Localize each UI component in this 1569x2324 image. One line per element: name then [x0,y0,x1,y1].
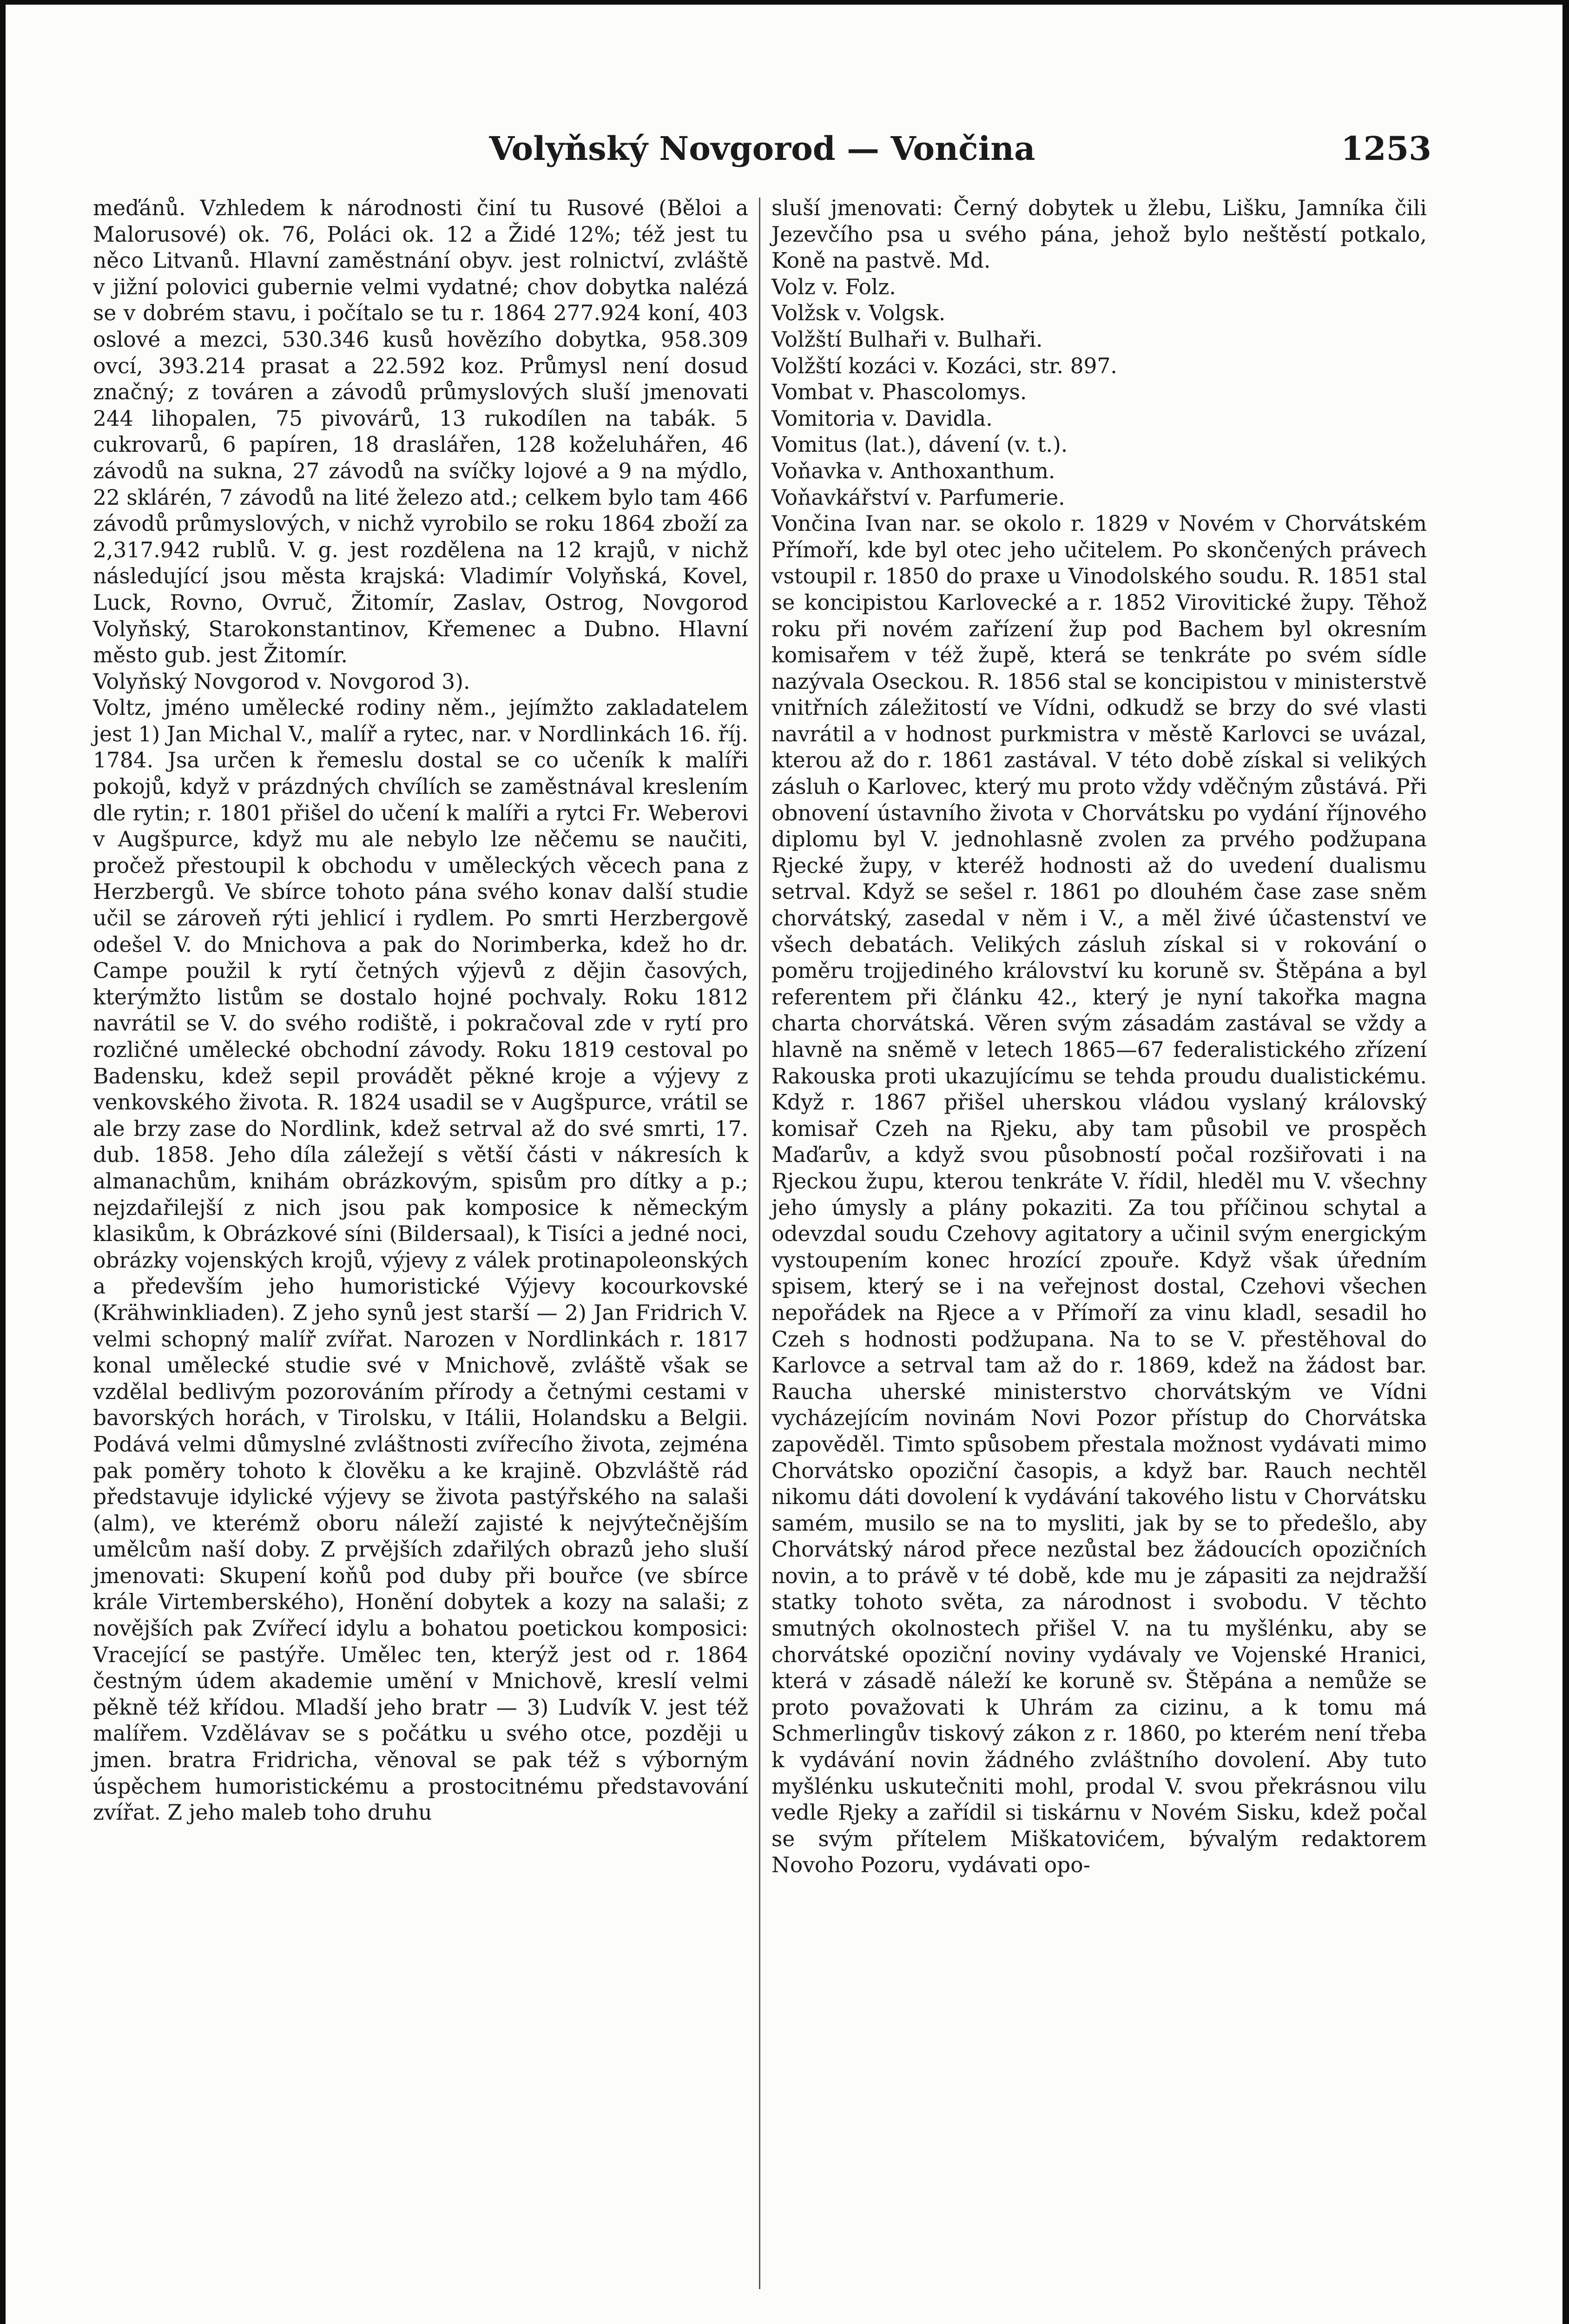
right-column [771,195,1427,1879]
entry-volzsti-kozaci: Volžští kozáci v. Kozáci, str. 897. [771,353,1117,378]
column-divider [759,198,760,2289]
entry-vomitus: Vomitus (lat.), dávení (v. t.). [771,432,1068,457]
scan-border-top [0,0,1569,5]
entry-volzsk: Volžsk v. Volgsk. [771,301,946,326]
entry-volynsky-novgorod: Volyňský Novgorod v. Novgorod 3). [93,669,470,694]
entry-vonavka: Voňavka v. Anthoxanthum. [771,458,1055,483]
page-number: 1253 [1341,129,1431,168]
scan-border-right [1562,0,1569,2324]
entry-voncina: Vončina Ivan nar. se okolo r. 1829 v Novém v Chorvátském Přímoří, kde byl otec jeho učitelem. Po skončených právech vstoupil r. 1850 do praxe u Vinodolského soudu. R. 1851 stal se koncipistou Karlovecké a r. 1852 Virovitické župy. Těhož roku při novém zařízení žup pod Bachem byl okresním komisařem v též župě, která se tenkráte po svém sídle nazývala Oseckou. R. 1856 stal se koncipistou v ministerstvě vnitřních záležitostí ve Vídni, odkudž se brzy do své vlasti navrátil a v hodnost purkmistra v městě Karlovci se uvázal, kterou až do r. 1861 zastával. V této době získal si velikých zásluh o Karlovec, který mu proto vždy vděčným zůstává. Při obnovení ústavního života v Chorvátsku po vydání říjnového diplomu byl V. jednohlasně zvolen za prvého podžupana Rjecké župy, v kteréž hodnosti až do uvedení dualismu setrval. Když se sešel r. 1861 po dlouhém čase zase sněm chorvátský, zasedal v něm i V., a měl živé účastenství ve všech debatách. Velikých zásluh získal si v rokování o poměru trojjediného království ku koruně sv. Štěpána a byl referentem při článku 42., který je nyní takořka magna charta chorvátská. Věren svým zásadám zastával se vždy a hlavně na sněmě v letech 1865—67 federalistického zřízení Rakouska proti ukazujícímu se tehda proudu dualistickému. Když r. 1867 přišel uherskou vládou vyslaný královský komisař Czeh na Rjeku, aby tam působil ve prospěch Maďarův, a když svou působností počal rozšiřovati i na Rjeckou župu, kterou tenkráte V. řídil, hleděl mu V. všechny jeho úmysly a plány pokaziti. Za tou příčinou schytal a odevzdal soudu Czehovy agitatory a učinil svým energickým vystoupením konec hrozící zpouře. Když však úředním spisem, který se i na veřejnost dostal, Czehovi všechen nepořádek na Rjece a v Přímoří za vinu kladl, sesadil ho Czeh s hodnosti podžupana. Na to se V. přestěhoval do Karlovce a setrval tam až do r. 1869, kdež na žádost bar. Raucha uherské ministerstvo chorvátským ve Vídni vycházejícím novinám Novi Pozor přístup do Chorvátska zapověděl. Timto spůsobem přestala možnost vydávati mimo Chorvátsko opoziční časopis, a když bar. Rauch nechtěl nikomu dáti dovolení k vydávání takového listu v Chorvátsku samém, musilo se na to mysliti, jak by se to předešlo, aby Chorvátský národ přece nezůstal bez žádoucích opozičních novin, a to právě v té době, kde mu je zápasiti za nejdražší statky tohoto světa, za národnost i svobodu. V těchto smutných okolnostech přišel V. na tu myšlénku, aby se chorvátské opoziční noviny vydávaly ve Vojenské Hranici, která v zásadě náleží ke koruně sv. Štěpána a nemůže se proto považovati k Uhrám za cizinu, a k tomu má Schmerlingův tiskový zákon z r. 1860, po kterém není třeba k vydávání novin žádného zvláštního dovolení. Aby tuto myšlénku uskutečniti mohl, prodal V. svou překrásnou vilu vedle Rjeky a zařídil si tiskárnu v Novém Sisku, kdež počal se svým přítelem Miškatovićem, bývalým redaktorem Novoho Pozoru, vydávati opo- [771,511,1427,1878]
scan-border-left [0,0,6,2324]
entry-vonavkarstvi: Voňavkářství v. Parfumerie. [771,485,1065,510]
paragraph-volynska-gubernie: meďánů. Vzhledem k národnosti činí tu Rusové (Běloi a Malorusové) ok. 76, Poláci ok. 12 a Židé 12%; též jest tu něco Litvanů. Hlavní zaměstnání obyv. jest rolnictví, zvláště v jižní polovici gubernie velmi vydatné; chov dobytka nalézá se v dobrém stavu, i počítalo se tu r. 1864 277.924 koní, 403 oslové a mezci, 530.346 kusů hovězího dobytka, 958.309 ovcí, 393.214 prasat a 22.592 koz. Průmysl není dosud značný; z továren a závodů průmyslových sluší jmenovati 244 lihopalen, 75 pivovárů, 13 rukodílen na tabák. 5 cukrovarů, 6 papíren, 18 draslářen, 128 koželuhářen, 46 závodů na sukna, 27 závodů na svíčky lojové a 9 na mýdlo, 22 sklárén, 7 závodů na lité železo atd.; celkem bylo tam 466 závodů průmyslových, v nichž vyrobilo se roku 1864 zboží za 2,317.942 rublů. V. g. jest rozdělena na 12 krajů, v nichž následující jsou města krajská: Vladimír Volyňská, Kovel, Luck, Rovno, Ovruč, Žitomír, Zaslav, Ostrog, Novgorod Volyňský, Starokonstantinov, Křemenec a Dubno. Hlavní město gub. jest Žitomír. [93,196,748,668]
entry-volzsti-bulhari: Volžští Bulhaři v. Bulhaři. [771,327,1043,352]
entry-vomitoria: Vomitoria v. Davidla. [771,406,993,431]
page-header [93,125,1431,177]
entry-voltz: Voltz, jméno umělecké rodiny něm., jejímžto zakladatelem jest 1) Jan Michal V., malíř a rytec, nar. v Nordlinkách 16. říj. 1784. Jsa určen k řemeslu dostal se co učeník k malíři pokojů, když v prázdných chvílích se zaměstnával kreslením dle rytin; r. 1801 přišel do učení k malíři a rytci Fr. Weberovi v Augšpurce, když mu ale nebylo lze něčemu se naučiti, pročež přestoupil k obchodu v uměleckých věcech pana z Herzbergů. Ve sbírce tohoto pána svého konav další studie učil se zároveň rýti jehlicí i rydlem. Po smrti Herzbergově odešel V. do Mnichova a pak do Norimberka, kdež ho dr. Campe použil k rytí četných výjevů z dějin časových, kterýmžto listům se dostalo hojné pochvaly. Roku 1812 navrátil se V. do svého rodiště, i pokračoval zde v rytí pro rozličné umělecké obchodní závody. Roku 1819 cestoval po Badensku, kdež sepil provádět pěkné kroje a výjevy z venkovského života. R. 1824 usadil se v Augšpurce, vrátil se ale brzy zase do Nordlink, kdež setrval až do své smrti, 17. dub. 1858. Jeho díla záležejí s větší části v nákresích k almanachům, knihám obrázkovým, spisům pro dítky a p.; nejzdařilejší z nich jsou pak komposice k německým klasikům, k Obrázkové síni (Bildersaal), k Tisíci a jedné noci, obrázky vojenských krojů, výjevy z válek protinapoleonských a především jeho humoristické Výjevy kocourkovské (Krähwinkliaden). Z jeho synů jest starší — 2) Jan Fridrich V. velmi schopný malíř zvířat. Narozen v Nordlinkách r. 1817 konal umělecké studie své v Mnichově, zvláště však se vzdělal bedlivým pozorováním přírody a četnými cestami v bavorských horách, v Tirolsku, v Itálii, Holandsku a Belgii. Podává velmi důmyslné zvláštnosti zvířecího života, zejména pak poměry tohoto k člověku a ke krajině. Obzvláště rád představuje idylické výjevy se života pastýřského na salaši (alm), ve kterémž oboru náleží zajisté k nejvýtečnějším umělcům naší doby. Z prvějších zdařilých obrazů jeho sluší jmenovati: Skupení koňů pod duby při bouřce (ve sbírce krále Virtemberského), Honění dobytek a kozy na salaši; z novějších pak Zvířecí idylu a bohatou poetickou komposici: Vracející se pastýře. Umělec ten, kterýž jest od r. 1864 čestným údem akademie umění v Mnichově, kreslí velmi pěkně též křídou. Mladší jeho bratr — 3) Ludvík V. jest též malířem. Vzdělávav se s počátku u svého otce, později u jmen. bratra Fridricha, věnoval se pak též s výborným úspěchem humoristickému a prostocitnému představování zvířat. Z jeho maleb toho druhu [93,695,748,1825]
paragraph-continuation: sluší jmenovati: Černý dobytek u žlebu, Lišku, Jamníka čili Jezevčího psa u svého pána, jehož bylo neštěstí potkalo, Koně na pastvě. Md. [771,196,1427,273]
entry-vombat: Vombat v. Phascolomys. [771,380,1027,405]
left-column [93,195,748,1826]
entry-volz: Volz v. Folz. [771,274,896,299]
running-title: Volyňský Novgorod — Vončina [489,129,1035,168]
